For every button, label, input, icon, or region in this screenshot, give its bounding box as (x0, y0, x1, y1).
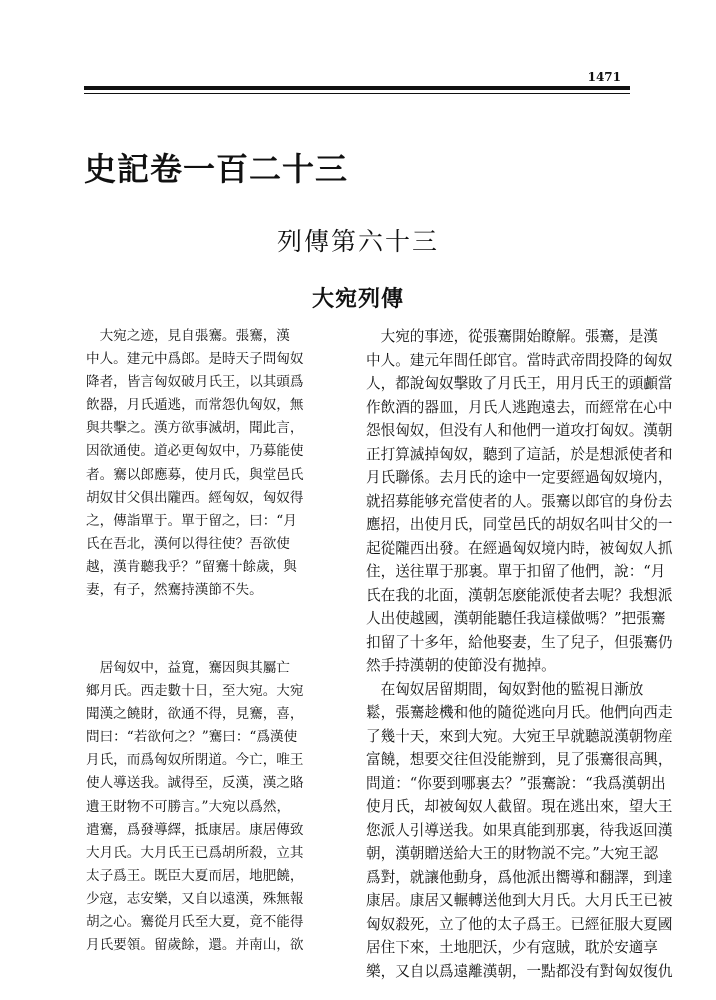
text-line: 使月氏，却被匈奴人截留。現在逃出來，望大王 (366, 798, 673, 815)
text-line: 您派人引導送我。如果真能到那裏，待我返回漢 (366, 821, 673, 839)
text-line: 聞漢之饒財，欲通不得，見騫，喜， (86, 706, 304, 723)
text-line: 月氏，而爲匈奴所閉道。今亡，唯王 (86, 752, 304, 769)
text-line: 康居。康居又輾轉送他到大月氏。大月氏王已被 (366, 892, 673, 909)
text-line: 問道：“你要到哪裏去？”張騫說：“我爲漢朝出 (366, 774, 666, 792)
text-line: 氏在我的北面，漢朝怎麽能派使者去呢？我想派 (366, 586, 673, 604)
text-line: 少寇，志安樂，又自以遠漢，殊無報 (86, 890, 304, 907)
text-line: 作飲酒的器皿，月氏人逃跑遠去，而經常在心中 (366, 398, 673, 416)
text-line: 遣騫，爲發導繹，抵康居。康居傳致 (86, 821, 304, 838)
text-line: 居匈奴中，益寬，騫因與其屬亡 (86, 660, 290, 676)
text-line: 匈奴殺死，立了他的太子爲王。已經征服大夏國 (366, 915, 673, 933)
header-rule-thin (84, 93, 630, 94)
text-line: 中人。建元年間任郎官。當時武帝問投降的匈奴 (366, 351, 673, 369)
volume-title: 史記卷一百二十三 (84, 150, 349, 188)
text-line: 妻，有子，然騫持漢節不失。 (86, 582, 263, 599)
header-rule-thick (84, 86, 630, 90)
text-line: 人出使越國，漢朝能聽任我這樣做嗎？”把張騫 (366, 610, 666, 627)
text-line: 胡之心。騫從月氏至大夏，竟不能得 (86, 914, 304, 931)
text-line: 胡奴甘父俱出隴西。經匈奴，匈奴得 (86, 489, 304, 506)
text-line: 之，傳詣單于。單于留之，曰：“月 (86, 512, 297, 529)
text-line: 鄉月氏。西走數十日，至大宛。大宛 (86, 683, 304, 700)
text-line: 使人導送我。誠得至，反漢，漢之賂 (86, 775, 304, 792)
text-line: 就招募能够充當使者的人。張騫以郎官的身份去 (366, 492, 673, 510)
text-line: 了幾十天，來到大宛。大宛王早就聽説漢朝物産 (366, 727, 673, 745)
modern-translation-column (366, 325, 673, 983)
text-line: 與共擊之。漢方欲事滅胡，聞此言， (86, 420, 304, 437)
text-line: 朝，漢朝贈送給大王的財物説不完。”大宛王認 (366, 845, 659, 862)
text-line: 大宛之迹，見自張騫。張騫，漢 (86, 328, 290, 344)
text-line: 爲對，就讓他動身，爲他派出嚮導和翻譯，到達 (366, 868, 673, 886)
text-line: 者。騫以郎應募，使月氏，與堂邑氏 (86, 466, 304, 483)
text-line: 大宛的事迹，從張騫開始瞭解。張騫，是漢 (366, 328, 658, 345)
text-line: 然手持漢朝的使節没有拋掉。 (366, 657, 556, 674)
text-line: 問曰：“若欲何之？”騫曰：“爲漢使 (86, 729, 298, 746)
text-line: 在匈奴居留期間，匈奴對他的監視日漸放 (366, 680, 644, 698)
text-line: 樂，又自以爲遠離漢朝，一點都没有對匈奴復仇 (366, 962, 673, 980)
text-line: 遺王財物不可勝言。”大宛以爲然， (86, 798, 291, 815)
text-line: 人，都說匈奴擊敗了月氏王，用月氏王的頭顱當 (366, 375, 673, 392)
text-line: 因欲通使。道必更匈奴中，乃募能使 (86, 443, 304, 460)
text-line: 住，送往單于那裏。單于扣留了他們，說：“月 (366, 563, 666, 580)
text-line: 正打算滅掉匈奴，聽到了這話，於是想派使者和 (366, 445, 673, 463)
text-line: 太子爲王。既臣大夏而居，地肥饒， (86, 867, 304, 884)
page-number: 1471 (587, 70, 621, 84)
text-line: 鬆，張騫趁機和他的隨從逃向月氏。他們向西走 (366, 704, 673, 721)
text-line: 飲器，月氏遁逃，而常怨仇匈奴，無 (86, 397, 304, 414)
text-line: 氏在吾北，漢何以得往使？吾欲使 (86, 535, 290, 552)
text-line: 大月氏。大月氏王已爲胡所殺，立其 (86, 844, 304, 861)
text-line: 月氏聯係。去月氏的途中一定要經過匈奴境内， (366, 469, 673, 486)
text-line: 怨恨匈奴，但没有人和他們一道攻打匈奴。漢朝 (366, 422, 673, 439)
classical-text-paragraph-2 (86, 657, 336, 957)
chapter-title: 列傳第六十三 (276, 227, 439, 256)
classical-text-paragraph-1 (86, 325, 336, 602)
text-line: 扣留了十多年，給他娶妻，生了兒子，但張騫仍 (366, 633, 673, 651)
text-line: 越，漢肯聽我乎？”留騫十餘歲，與 (86, 558, 297, 575)
text-line: 起從隴西出發。在經過匈奴境内時，被匈奴人抓 (366, 539, 673, 557)
section-title: 大宛列傳 (311, 287, 404, 312)
text-line: 月氏要領。留歲餘，還。并南山，欲 (86, 937, 304, 954)
text-line: 富饒，想要交往但没能辦到，見了張騫很高興， (366, 751, 673, 768)
text-line: 降者，皆言匈奴破月氏王，以其頭爲 (86, 374, 304, 391)
text-line: 居住下來，土地肥沃，少有寇賊，耽於安適享 (366, 939, 658, 956)
text-line: 應招，出使月氏，同堂邑氏的胡奴名叫甘父的一 (366, 516, 673, 533)
text-line: 中人。建元中爲郎。是時天子問匈奴 (86, 351, 304, 368)
